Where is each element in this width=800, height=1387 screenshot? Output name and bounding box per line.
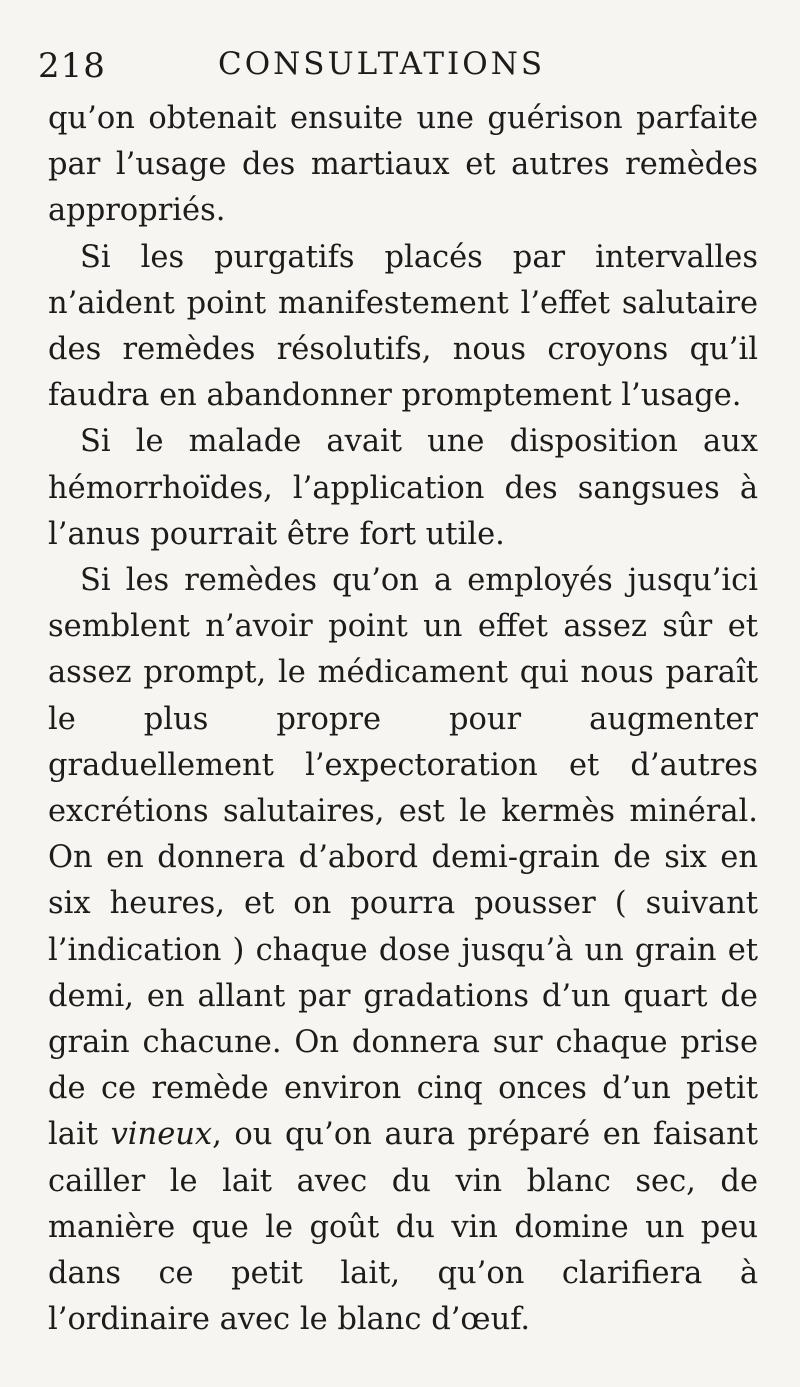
paragraph-1: qu’on obtenait ensuite une guérison parfaite par l’usage des martiaux et autres remèdes appropriés. [48,101,758,229]
paragraph-4 [48,558,758,1343]
paragraph-4-italic-word: vineux [110,1117,213,1153]
running-head: CONSULTATIONS [218,46,546,82]
paragraph-2: Si les purgatifs placés par intervalles n’aident point manifestement l’effet salutaire des remèdes résolutifs, nous croyons qu’il faudra en abandonner promptement l’usage. [48,239,758,414]
paragraph-4-text-after: , ou qu’on aura préparé en faisant cailler le lait avec du vin blanc sec, de manière que le goût du vin domine un peu dans ce petit lait, qu’on clarifiera à l’ordinaire avec le blanc d’œuf. [48,1117,758,1338]
paragraph-4-text-before: Si les remèdes qu’on a employés jusqu’ici semblent n’avoir point un effet assez sûr et assez prompt, le médicament qui nous paraît le plus propre pour augmenter graduellement l’expectoration et d’autres excrétions salutaires, est le kermès minéral. On en donnera d’abord demi-grain de six en six heures, et on pourra pousser ( suivant l’indication ) chaque dose jusqu’à un grain et demi, en allant par gradations d’un quart de grain chacune. On donnera sur chaque prise de ce remède environ cinq onces d’un petit lait [48,563,758,1153]
page-header [38,38,758,90]
body-text [48,96,758,1343]
page-number: 218 [38,46,106,86]
paragraph-3: Si le malade avait une disposition aux hémorrhoïdes, l’application des sangsues à l’anus pourrait être fort utile. [48,424,758,552]
